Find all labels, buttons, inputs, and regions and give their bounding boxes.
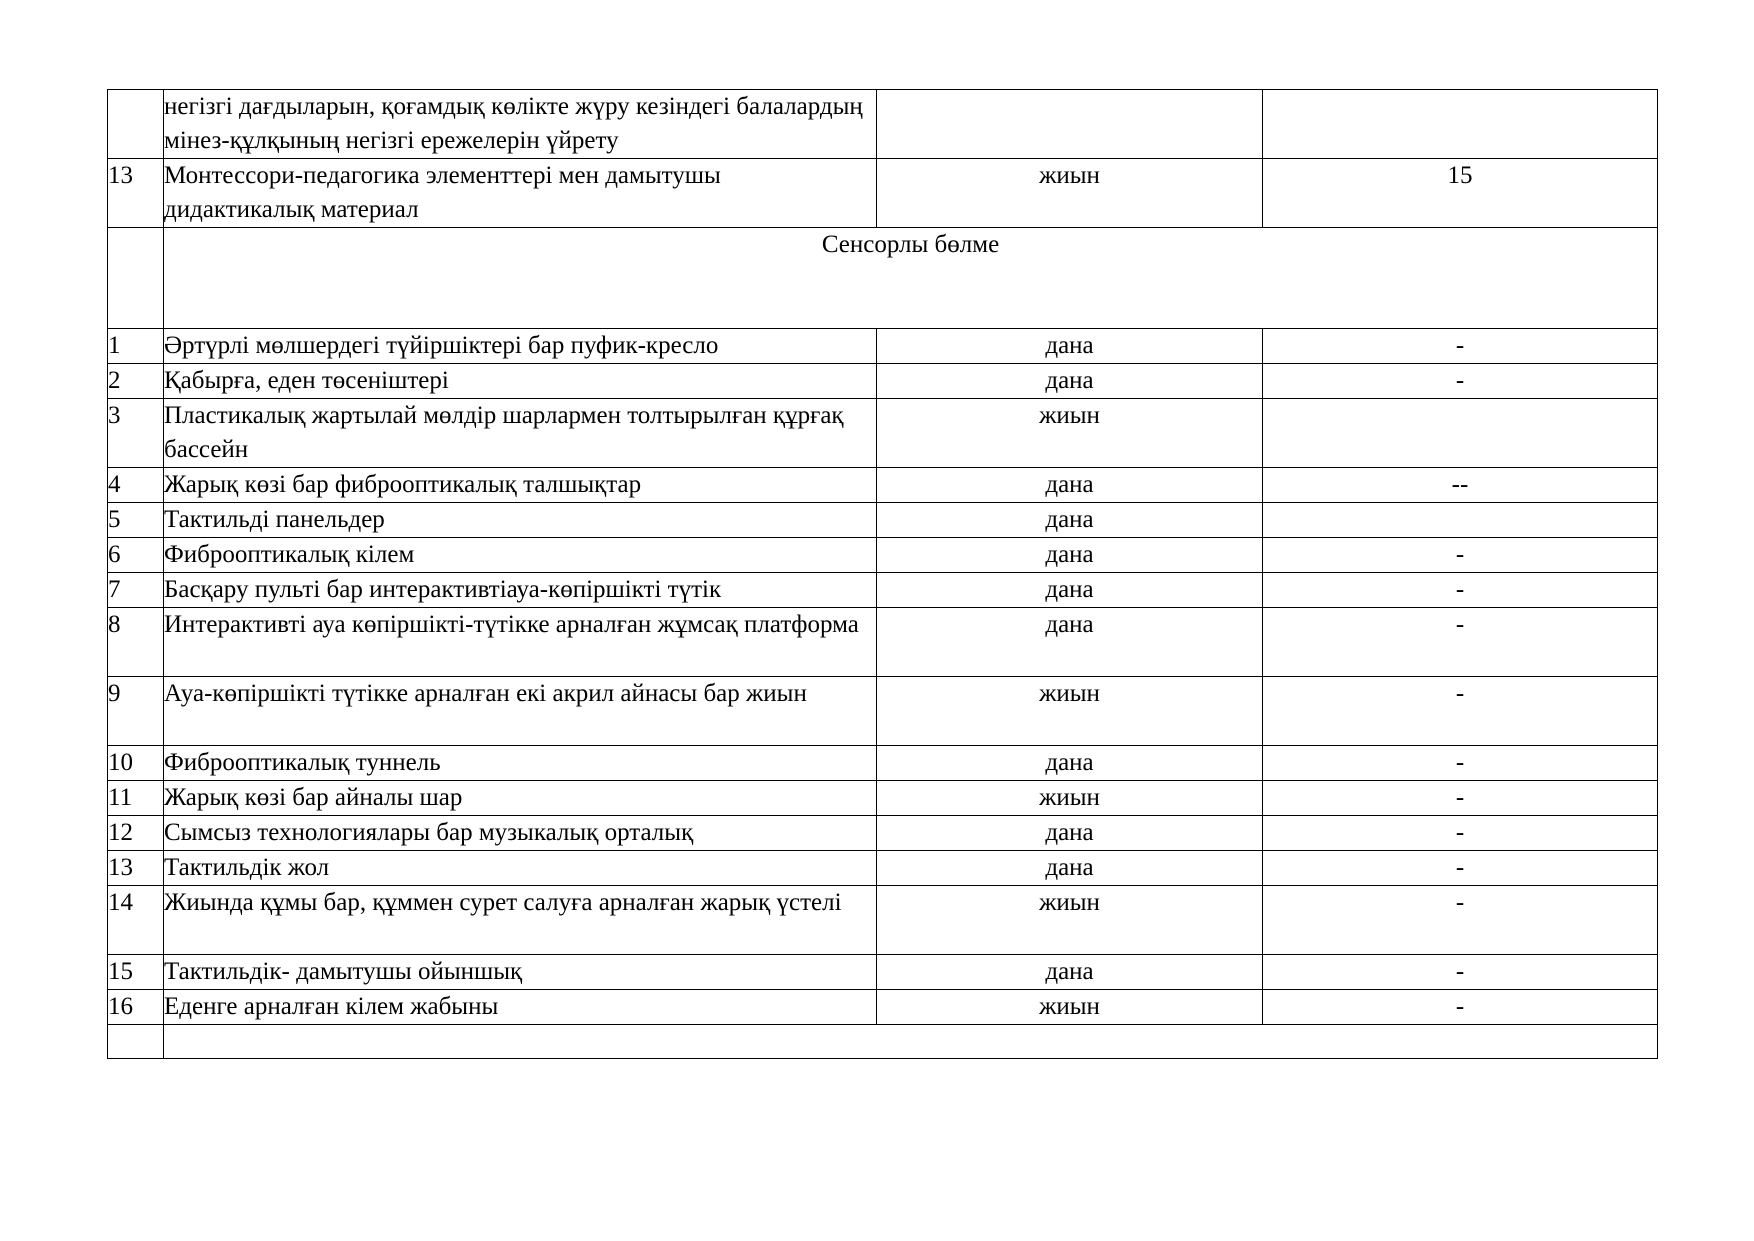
row-number: 13 — [108, 851, 164, 886]
table-row — [108, 573, 1658, 608]
item-name: Фиброоптикалық туннель — [164, 746, 877, 781]
item-name: Еденге арналған кілем жабыны — [164, 990, 877, 1025]
item-unit — [877, 90, 1263, 159]
table-row — [108, 364, 1658, 399]
item-unit: жиын — [877, 399, 1263, 468]
item-name: Қабырға, еден төсеніштері — [164, 364, 877, 399]
item-name: Монтессори-педагогика элементтері мен дамытушы дидактикалық материал — [164, 159, 877, 228]
item-quantity — [1263, 399, 1658, 468]
item-name: Тактильді панельдер — [164, 503, 877, 538]
item-name: Интерактивті ауа көпіршікті-түтікке арналған жұмсақ платформа — [164, 608, 877, 677]
item-unit: жиын — [877, 781, 1263, 816]
item-quantity: -- — [1263, 468, 1658, 503]
row-number: 15 — [108, 955, 164, 990]
row-number — [108, 1025, 164, 1059]
item-unit: дана — [877, 538, 1263, 573]
row-number: 11 — [108, 781, 164, 816]
table-row — [108, 746, 1658, 781]
item-name: Жиында құмы бар, құммен сурет салуға арналған жарық үстелі — [164, 886, 877, 955]
row-number: 13 — [108, 159, 164, 228]
item-name: Жарық көзі бар айналы шар — [164, 781, 877, 816]
empty-cell — [164, 1025, 1658, 1059]
item-unit: дана — [877, 955, 1263, 990]
item-unit: жиын — [877, 886, 1263, 955]
item-quantity: - — [1263, 677, 1658, 746]
row-number — [108, 228, 164, 329]
item-quantity: - — [1263, 990, 1658, 1025]
item-name: Тактильдік жол — [164, 851, 877, 886]
item-quantity: - — [1263, 538, 1658, 573]
item-quantity: - — [1263, 781, 1658, 816]
item-name: Жарық көзі бар фиброоптикалық талшықтар — [164, 468, 877, 503]
row-number: 9 — [108, 677, 164, 746]
row-number: 5 — [108, 503, 164, 538]
row-number: 16 — [108, 990, 164, 1025]
item-unit: дана — [877, 746, 1263, 781]
item-quantity: 15 — [1263, 159, 1658, 228]
row-number: 14 — [108, 886, 164, 955]
row-number: 8 — [108, 608, 164, 677]
section-header-row — [108, 228, 1658, 329]
row-number: 7 — [108, 573, 164, 608]
item-name: Фиброоптикалық кілем — [164, 538, 877, 573]
row-number: 1 — [108, 329, 164, 364]
item-unit: жиын — [877, 990, 1263, 1025]
item-quantity: - — [1263, 364, 1658, 399]
table-row — [108, 608, 1658, 677]
table-row — [108, 955, 1658, 990]
section-title: Сенсорлы бөлме — [164, 228, 1658, 329]
table-row — [108, 886, 1658, 955]
item-name: Әртүрлі мөлшердегі түйіршіктері бар пуфик-кресло — [164, 329, 877, 364]
row-number: 10 — [108, 746, 164, 781]
item-name: Басқару пульті бар интерактивтіауа-көпіршікті түтік — [164, 573, 877, 608]
table-row — [108, 159, 1658, 228]
equipment-table — [107, 89, 1658, 1059]
item-unit: дана — [877, 816, 1263, 851]
table-row — [108, 677, 1658, 746]
item-quantity: - — [1263, 955, 1658, 990]
row-number: 12 — [108, 816, 164, 851]
item-quantity: - — [1263, 886, 1658, 955]
table-row — [108, 781, 1658, 816]
item-unit: дана — [877, 468, 1263, 503]
table-row — [108, 503, 1658, 538]
item-quantity — [1263, 90, 1658, 159]
table-row — [108, 990, 1658, 1025]
item-quantity: - — [1263, 608, 1658, 677]
row-number — [108, 90, 164, 159]
item-unit: дана — [877, 608, 1263, 677]
table-row — [108, 538, 1658, 573]
item-unit: дана — [877, 503, 1263, 538]
row-number: 4 — [108, 468, 164, 503]
row-number: 3 — [108, 399, 164, 468]
table-row — [108, 399, 1658, 468]
item-quantity: - — [1263, 746, 1658, 781]
table-row — [108, 816, 1658, 851]
item-quantity: - — [1263, 329, 1658, 364]
row-number: 2 — [108, 364, 164, 399]
item-quantity: - — [1263, 573, 1658, 608]
item-name: Пластикалық жартылай мөлдір шарлармен толтырылған құрғақ бассейн — [164, 399, 877, 468]
item-quantity — [1263, 503, 1658, 538]
item-name: Тактильдік- дамытушы ойыншық — [164, 955, 877, 990]
item-unit: дана — [877, 329, 1263, 364]
empty-row — [108, 1025, 1658, 1059]
table-row — [108, 851, 1658, 886]
table-row — [108, 468, 1658, 503]
item-quantity: - — [1263, 816, 1658, 851]
item-unit: жиын — [877, 677, 1263, 746]
table-row — [108, 329, 1658, 364]
item-unit: жиын — [877, 159, 1263, 228]
item-unit: дана — [877, 364, 1263, 399]
item-unit: дана — [877, 851, 1263, 886]
item-name: Ауа-көпіршікті түтікке арналған екі акрил айнасы бар жиын — [164, 677, 877, 746]
item-quantity: - — [1263, 851, 1658, 886]
item-name: Сымсыз технологиялары бар музыкалық орталық — [164, 816, 877, 851]
item-name: негізгі дағдыларын, қоғамдық көлікте жүру кезіндегі балалардың мінез-құлқының негізгі ережелерін үйрету — [164, 90, 877, 159]
item-unit: дана — [877, 573, 1263, 608]
row-number: 6 — [108, 538, 164, 573]
table-row — [108, 90, 1658, 159]
